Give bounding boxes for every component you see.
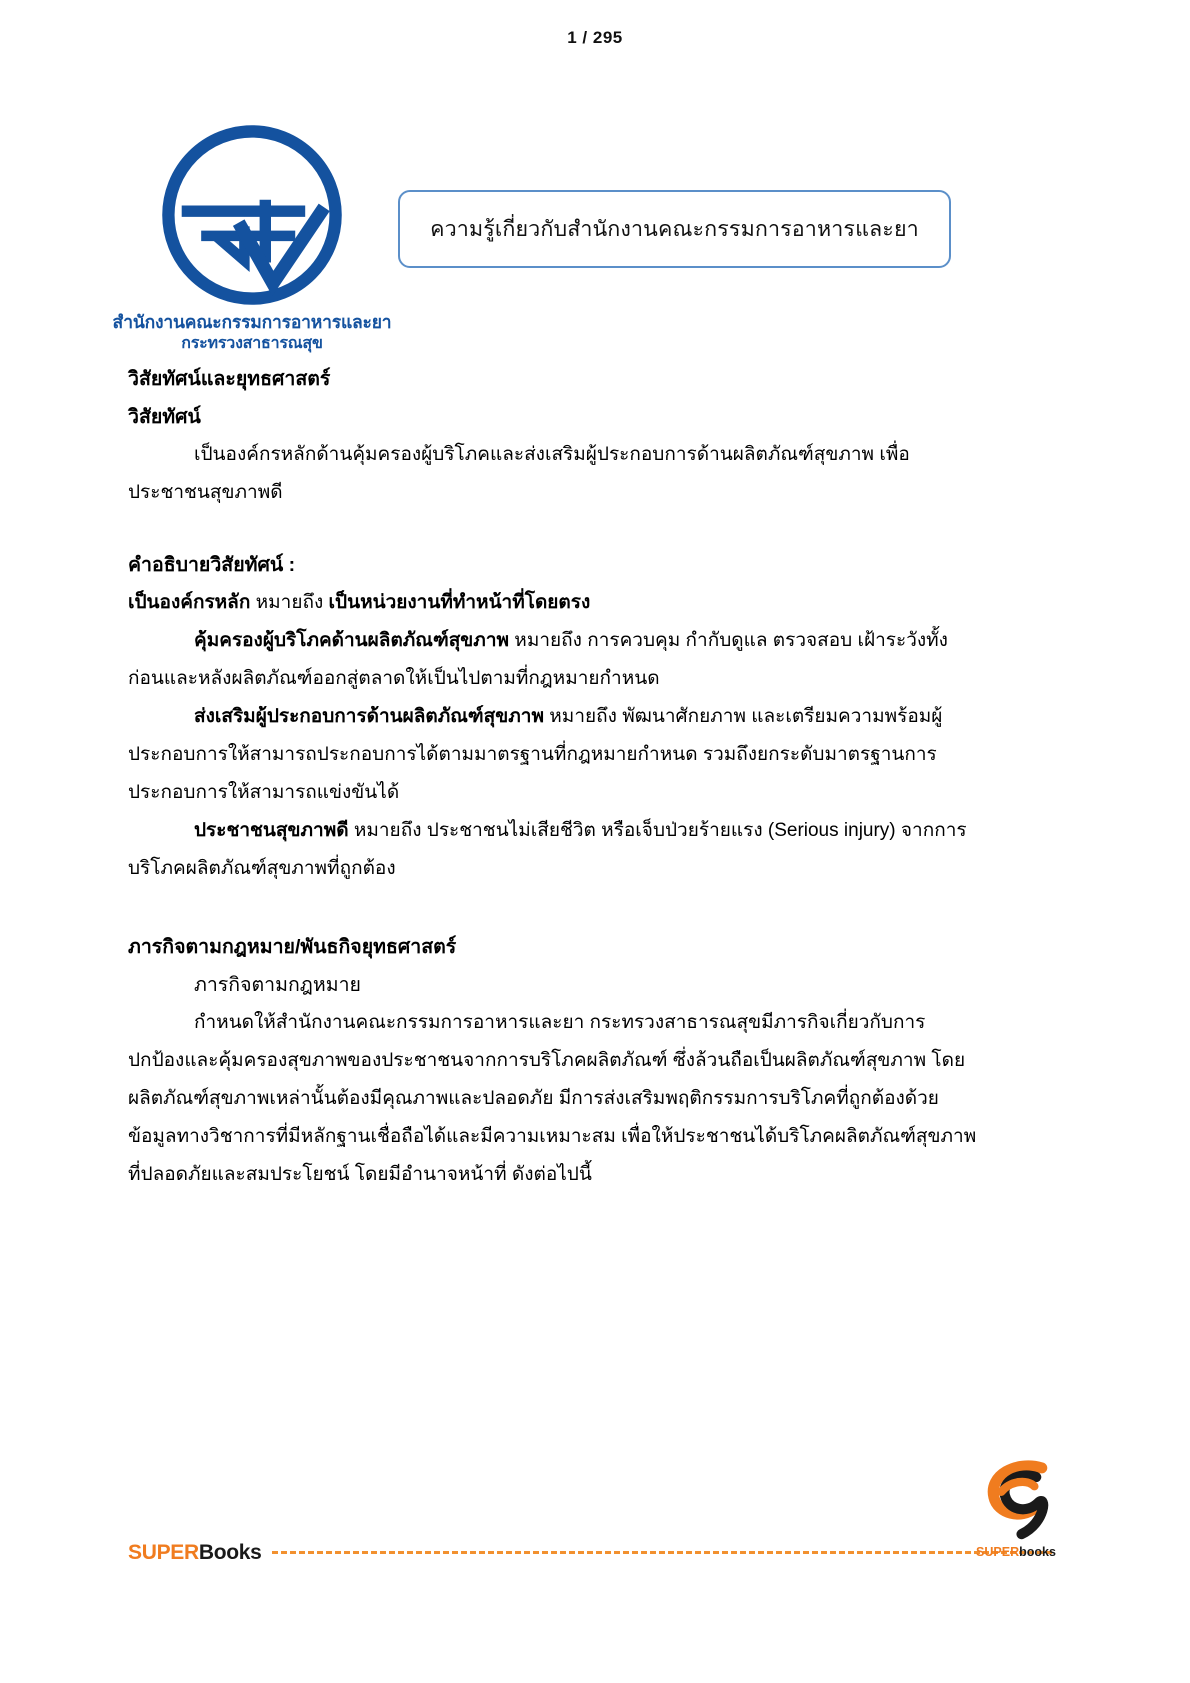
definition-item-4	[128, 812, 980, 888]
paragraph-vision-statement-text: เป็นองค์กรหลักด้านคุ้มครองผู้บริโภคและส่งเสริมผู้ประกอบการด้านผลิตภัณฑ์สุขภาพ เพื่อประชาชนสุขภาพดี	[128, 444, 910, 503]
definition-item-2	[128, 622, 980, 698]
section-subheading-mission	[128, 966, 980, 1004]
spacer	[128, 512, 980, 546]
fda-logo-caption-line2: กระทรวงสาธารณสุข	[181, 334, 323, 352]
definition-4-term: ประชาชนสุขภาพดี	[194, 820, 349, 841]
page-indicator: 1 / 295	[567, 28, 623, 47]
superbooks-logo-label-super: SUPER	[976, 1545, 1020, 1559]
paragraph-mission-body	[128, 1004, 980, 1194]
definition-2-body: การควบคุม กำกับดูแล ตรวจสอบ เฝ้าระวังทั้งก่อนและหลังผลิตภัณฑ์ออกสู่ตลาดให้เป็นไปตามที่กฎหมายกำหนด	[128, 630, 948, 689]
section-subheading-mission-text: ภารกิจตามกฎหมาย	[194, 974, 361, 996]
definition-4-connector: หมายถึง	[348, 820, 427, 841]
fda-logo-caption-line1: สำนักงานคณะกรรมการอาหารและยา	[112, 312, 392, 332]
definition-3-body: พัฒนาศักยภาพ และเตรียมความพร้อมผู้ประกอบการให้สามารถประกอบการได้ตามมาตรฐานที่กฎหมายกำหนด รวมถึงยกระดับมาตรฐานการประกอบการให้สามารถแข่งขันได้	[128, 706, 943, 803]
fda-thailand-logo-icon	[157, 120, 347, 310]
footer-rule-row	[128, 1541, 1062, 1565]
definition-item-3	[128, 698, 980, 812]
definition-1-connector: หมายถึง	[250, 592, 329, 613]
superbooks-logo-label	[970, 1545, 1062, 1559]
document-body	[128, 360, 980, 1194]
chapter-title-box	[398, 190, 951, 268]
definition-1-body: เป็นหน่วยงานที่ทำหน้าที่โดยตรง	[328, 592, 591, 613]
footer-divider	[272, 1551, 1052, 1554]
superbooks-wordmark-books: Books	[198, 1541, 262, 1564]
section-subheading-vision: วิสัยทัศน์	[128, 406, 201, 428]
section-heading-vision-explanation: คำอธิบายวิสัยทัศน์ :	[128, 554, 296, 576]
spacer	[128, 888, 980, 928]
document-header	[0, 100, 1190, 360]
definition-3-term: ส่งเสริมผู้ประกอบการด้านผลิตภัณฑ์สุขภาพ	[194, 706, 544, 727]
superbooks-logo-icon	[970, 1455, 1062, 1547]
fda-logo-block	[112, 120, 392, 354]
section-heading-mission: ภารกิจตามกฎหมาย/พันธกิจยุทธศาสตร์	[128, 936, 457, 958]
definition-1-term: เป็นองค์กรหลัก	[128, 592, 251, 613]
document-page	[0, 70, 1190, 1683]
paragraph-mission-body-text: กำหนดให้สำนักงานคณะกรรมการอาหารและยา กระทรวงสาธารณสุขมีภารกิจเกี่ยวกับการปกป้องและคุ้มครองสุขภาพของประชาชนจากการบริโภคผลิตภัณฑ์ ซึ่งล้วนถือเป็นผลิตภัณฑ์สุขภาพ โดยผลิตภัณฑ์สุขภาพเหล่านั้นต้องมีคุณภาพและปลอดภัย มีการส่งเสริมพฤติกรรมการบริโภคที่ถูกต้องด้วยข้อมูลทางวิชาการที่มีหลักฐานเชื่อถือได้และมีความเหมาะสม เพื่อให้ประชาชนได้บริโภคผลิตภัณฑ์สุขภาพที่ปลอดภัยและสมประโยชน์ โดยมีอำนาจหน้าที่ ดังต่อไปนี้	[128, 1012, 977, 1185]
superbooks-logo-label-books: books	[1019, 1545, 1056, 1559]
definition-2-term: คุ้มครองผู้บริโภคด้านผลิตภัณฑ์สุขภาพ	[194, 630, 510, 651]
definition-2-connector: หมายถึง	[509, 630, 588, 651]
definition-3-connector: หมายถึง	[544, 706, 623, 727]
chapter-title-text: ความรู้เกี่ยวกับสำนักงานคณะกรรมการอาหารและยา	[430, 217, 919, 241]
section-heading-vision: วิสัยทัศน์และยุทธศาสตร์	[128, 368, 331, 390]
definition-item-1	[128, 584, 980, 622]
document-footer	[0, 1505, 1190, 1565]
definition-4-body: ประชาชนไม่เสียชีวิต หรือเจ็บป่วยร้ายแรง (Serious injury) จากการบริโภคผลิตภัณฑ์สุขภาพที่ถูกต้อง	[128, 820, 967, 879]
superbooks-wordmark-super: SUPER	[128, 1541, 199, 1564]
paragraph-vision-statement	[128, 436, 980, 512]
superbooks-wordmark	[128, 1541, 262, 1565]
